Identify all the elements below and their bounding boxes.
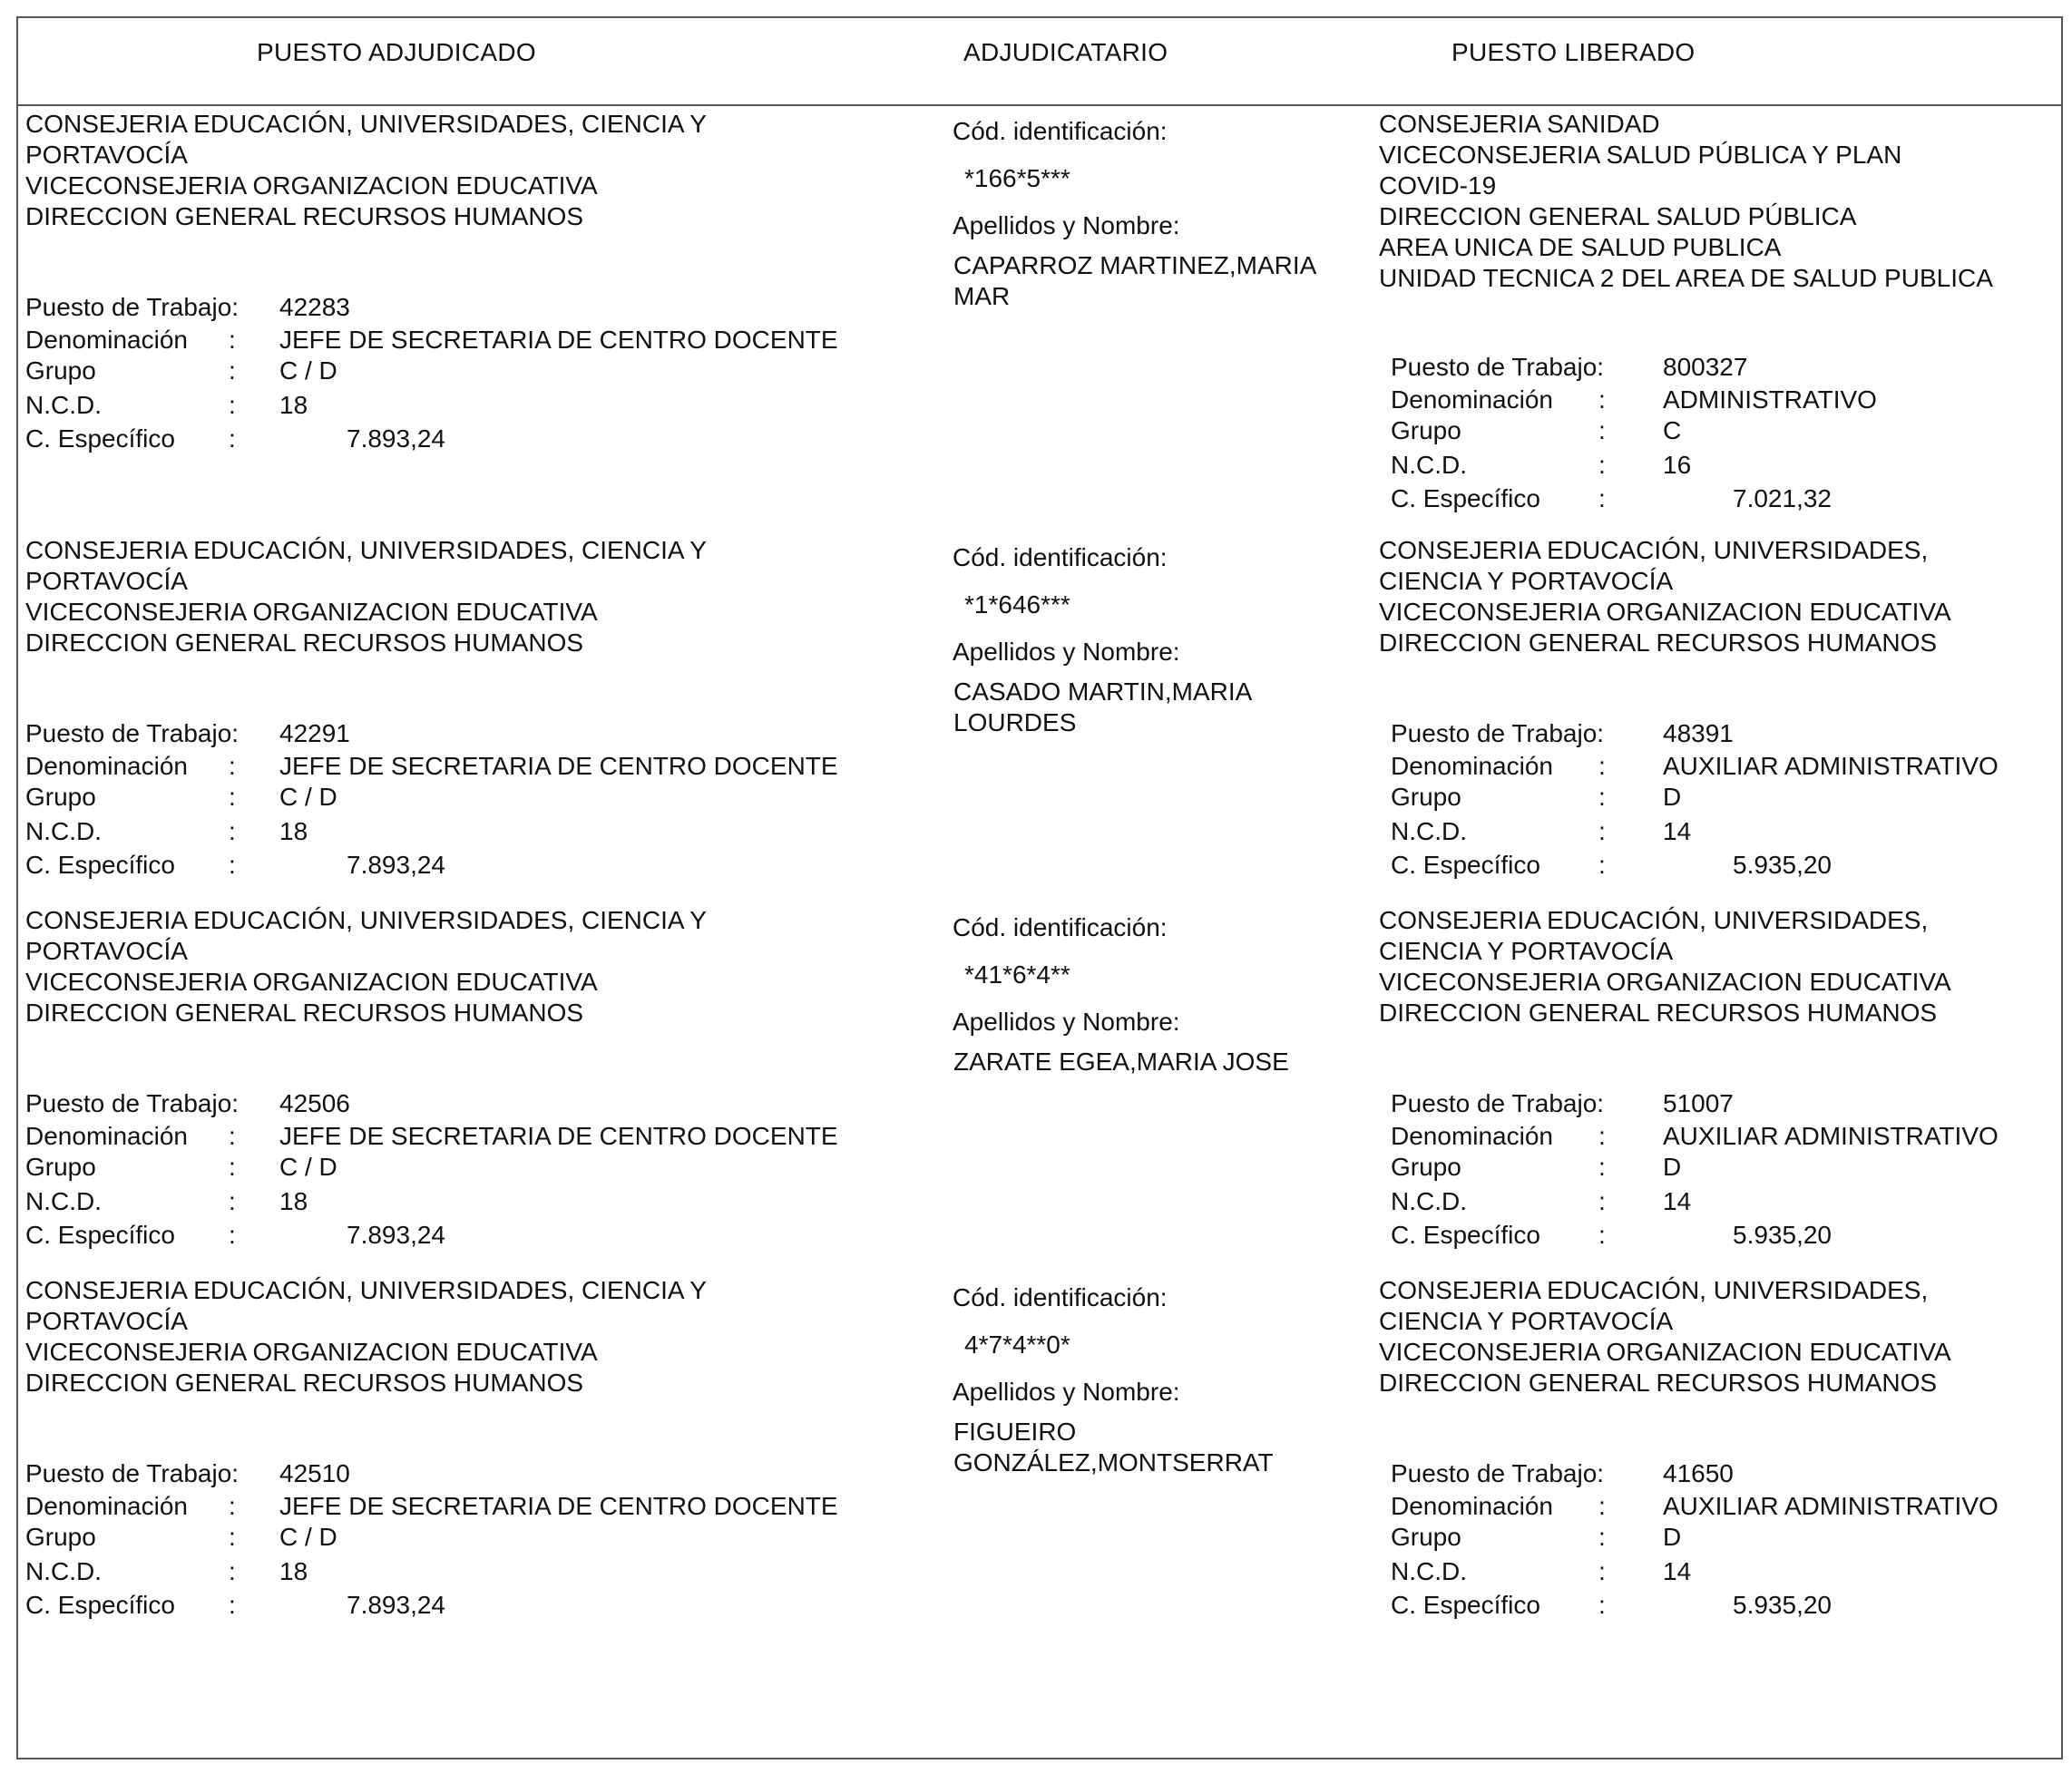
header-puesto-adjudicado: PUESTO ADJUDICADO xyxy=(257,38,536,66)
adjudicado-cesp-value: 7.893,24 xyxy=(347,424,445,453)
liberado-grupo-label: Grupo xyxy=(1391,416,1461,444)
cod-identificacion-label: Cód. identificación: xyxy=(953,117,1168,145)
org-line: CONSEJERIA EDUCACIÓN, UNIVERSIDADES, CIENCIA Y xyxy=(25,1276,707,1304)
org-line: CIENCIA Y PORTAVOCÍA xyxy=(1379,937,1674,965)
liberado-organization xyxy=(1379,905,1951,1028)
adjudicado-organization xyxy=(25,905,707,1028)
adjudicado-denominacion-value: JEFE DE SECRETARIA DE CENTRO DOCENTE xyxy=(279,1492,838,1520)
liberado-puesto-label: Puesto de Trabajo: xyxy=(1391,719,1605,747)
liberado-puesto-label: Puesto de Trabajo: xyxy=(1391,1459,1605,1487)
liberado-puesto-label: Puesto de Trabajo: xyxy=(1391,353,1605,381)
liberado-grupo-value: D xyxy=(1663,1523,1682,1551)
colon: : xyxy=(1598,783,1606,811)
liberado-cesp-value: 7.021,32 xyxy=(1733,484,1832,512)
name-line: MAR xyxy=(953,282,1011,310)
colon: : xyxy=(229,1557,236,1585)
org-line: AREA UNICA DE SALUD PUBLICA xyxy=(1379,233,1782,261)
org-line: DIRECCION GENERAL SALUD PÚBLICA xyxy=(1379,202,1857,230)
colon: : xyxy=(1598,851,1606,879)
org-line: VICECONSEJERIA ORGANIZACION EDUCATIVA xyxy=(1379,968,1951,996)
colon: : xyxy=(229,356,236,385)
adjudicado-grupo-label: Grupo xyxy=(25,783,96,811)
colon: : xyxy=(229,851,236,879)
adjudicado-cesp-label: C. Específico xyxy=(25,851,175,879)
colon: : xyxy=(229,424,236,453)
colon: : xyxy=(1598,1122,1606,1150)
colon: : xyxy=(229,1591,236,1619)
liberado-grupo-label: Grupo xyxy=(1391,1523,1461,1551)
colon: : xyxy=(229,1187,236,1215)
org-line: PORTAVOCÍA xyxy=(25,1307,188,1335)
adjudicado-ncd-label: N.C.D. xyxy=(25,1557,102,1585)
liberado-puesto-value: 41650 xyxy=(1663,1459,1734,1487)
org-line: CIENCIA Y PORTAVOCÍA xyxy=(1379,1307,1674,1335)
adjudicado-denominacion-label: Denominación xyxy=(25,326,188,354)
cod-identificacion-label: Cód. identificación: xyxy=(953,913,1168,941)
liberado-denominacion-label: Denominación xyxy=(1391,1492,1553,1520)
colon: : xyxy=(229,1153,236,1181)
colon: : xyxy=(1598,817,1606,845)
apellidos-nombre-value xyxy=(953,250,1316,312)
org-line: VICECONSEJERIA ORGANIZACION EDUCATIVA xyxy=(25,598,598,626)
adjudicado-denominacion-value: JEFE DE SECRETARIA DE CENTRO DOCENTE xyxy=(279,752,838,780)
apellidos-nombre-label: Apellidos y Nombre: xyxy=(953,211,1180,239)
adjudicado-grupo-value: C / D xyxy=(279,783,337,811)
org-line: CONSEJERIA SANIDAD xyxy=(1379,110,1660,138)
org-line: VICECONSEJERIA ORGANIZACION EDUCATIVA xyxy=(25,1338,598,1366)
colon: : xyxy=(1598,1591,1606,1619)
adjudicado-ncd-value: 18 xyxy=(279,1557,308,1585)
adjudicado-denominacion-value: JEFE DE SECRETARIA DE CENTRO DOCENTE xyxy=(279,326,838,354)
liberado-ncd-value: 16 xyxy=(1663,451,1692,479)
adjudicado-ncd-label: N.C.D. xyxy=(25,817,102,845)
name-line: ZARATE EGEA,MARIA JOSE xyxy=(953,1048,1289,1076)
colon: : xyxy=(229,1122,236,1150)
adjudicado-grupo-value: C / D xyxy=(279,1523,337,1551)
liberado-organization xyxy=(1379,109,1993,294)
org-line: VICECONSEJERIA SALUD PÚBLICA Y PLAN xyxy=(1379,141,1902,169)
adjudicado-cesp-label: C. Específico xyxy=(25,424,175,453)
liberado-ncd-value: 14 xyxy=(1663,1557,1692,1585)
liberado-cesp-value: 5.935,20 xyxy=(1733,1591,1832,1619)
org-line: CONSEJERIA EDUCACIÓN, UNIVERSIDADES, CIENCIA Y xyxy=(25,906,707,934)
adjudicado-grupo-value: C / D xyxy=(279,356,337,385)
liberado-denominacion-value: ADMINISTRATIVO xyxy=(1663,385,1877,414)
org-line: DIRECCION GENERAL RECURSOS HUMANOS xyxy=(1379,1369,1938,1397)
liberado-organization xyxy=(1379,535,1951,658)
colon: : xyxy=(1598,1492,1606,1520)
colon: : xyxy=(229,752,236,780)
adjudicado-puesto-value: 42283 xyxy=(279,293,350,321)
liberado-puesto-value: 48391 xyxy=(1663,719,1734,747)
cod-identificacion-value: *41*6*4** xyxy=(964,960,1070,989)
adjudicado-puesto-label: Puesto de Trabajo: xyxy=(25,719,239,747)
org-line: COVID-19 xyxy=(1379,171,1497,200)
org-line: PORTAVOCÍA xyxy=(25,567,188,595)
colon: : xyxy=(229,326,236,354)
adjudicado-puesto-label: Puesto de Trabajo: xyxy=(25,1089,239,1117)
adjudicado-denominacion-label: Denominación xyxy=(25,1492,188,1520)
org-line: UNIDAD TECNICA 2 DEL AREA DE SALUD PUBLICA xyxy=(1379,264,1993,292)
apellidos-nombre-label: Apellidos y Nombre: xyxy=(953,1378,1180,1406)
apellidos-nombre-value xyxy=(953,1417,1274,1478)
colon: : xyxy=(1598,451,1606,479)
colon: : xyxy=(1598,1221,1606,1249)
liberado-denominacion-label: Denominación xyxy=(1391,1122,1553,1150)
org-line: DIRECCION GENERAL RECURSOS HUMANOS xyxy=(1379,999,1938,1027)
liberado-cesp-label: C. Específico xyxy=(1391,1591,1540,1619)
org-line: VICECONSEJERIA ORGANIZACION EDUCATIVA xyxy=(25,968,598,996)
name-line: FIGUEIRO xyxy=(953,1418,1077,1446)
org-line: DIRECCION GENERAL RECURSOS HUMANOS xyxy=(25,202,584,230)
table-header xyxy=(18,18,2061,106)
apellidos-nombre-value xyxy=(953,677,1252,738)
name-line: GONZÁLEZ,MONTSERRAT xyxy=(953,1448,1274,1477)
adjudicado-puesto-value: 42506 xyxy=(279,1089,350,1117)
liberado-cesp-label: C. Específico xyxy=(1391,484,1540,512)
liberado-grupo-value: C xyxy=(1663,416,1682,444)
apellidos-nombre-value xyxy=(953,1047,1289,1077)
adjudicado-cesp-label: C. Específico xyxy=(25,1221,175,1249)
adjudicado-organization xyxy=(25,535,707,658)
adjudicado-puesto-label: Puesto de Trabajo: xyxy=(25,1459,239,1487)
liberado-ncd-label: N.C.D. xyxy=(1391,1557,1467,1585)
liberado-grupo-label: Grupo xyxy=(1391,783,1461,811)
cod-identificacion-value: *1*646*** xyxy=(964,590,1070,619)
liberado-denominacion-value: AUXILIAR ADMINISTRATIVO xyxy=(1663,1122,1999,1150)
adjudicado-puesto-label: Puesto de Trabajo: xyxy=(25,293,239,321)
liberado-cesp-value: 5.935,20 xyxy=(1733,1221,1832,1249)
adjudicado-organization xyxy=(25,1275,707,1399)
adjudicado-grupo-label: Grupo xyxy=(25,356,96,385)
org-line: CONSEJERIA EDUCACIÓN, UNIVERSIDADES, CIENCIA Y xyxy=(25,536,707,564)
adjudicado-denominacion-label: Denominación xyxy=(25,1122,188,1150)
liberado-organization xyxy=(1379,1275,1951,1399)
liberado-ncd-value: 14 xyxy=(1663,1187,1692,1215)
adjudicado-denominacion-value: JEFE DE SECRETARIA DE CENTRO DOCENTE xyxy=(279,1122,838,1150)
colon: : xyxy=(1598,1187,1606,1215)
org-line: CONSEJERIA EDUCACIÓN, UNIVERSIDADES, xyxy=(1379,906,1929,934)
adjudicado-grupo-label: Grupo xyxy=(25,1523,96,1551)
org-line: VICECONSEJERIA ORGANIZACION EDUCATIVA xyxy=(1379,1338,1951,1366)
liberado-cesp-value: 5.935,20 xyxy=(1733,851,1832,879)
header-puesto-liberado: PUESTO LIBERADO xyxy=(1451,38,1696,66)
org-line: VICECONSEJERIA ORGANIZACION EDUCATIVA xyxy=(1379,598,1951,626)
colon: : xyxy=(1598,484,1606,512)
liberado-denominacion-value: AUXILIAR ADMINISTRATIVO xyxy=(1663,1492,1999,1520)
liberado-grupo-label: Grupo xyxy=(1391,1153,1461,1181)
liberado-puesto-label: Puesto de Trabajo: xyxy=(1391,1089,1605,1117)
org-line: PORTAVOCÍA xyxy=(25,937,188,965)
colon: : xyxy=(229,783,236,811)
name-line: LOURDES xyxy=(953,708,1077,736)
adjudicado-cesp-value: 7.893,24 xyxy=(347,1221,445,1249)
colon: : xyxy=(1598,1153,1606,1181)
liberado-denominacion-label: Denominación xyxy=(1391,752,1553,780)
name-line: CASADO MARTIN,MARIA xyxy=(953,677,1253,706)
org-line: DIRECCION GENERAL RECURSOS HUMANOS xyxy=(25,1369,584,1397)
liberado-ncd-label: N.C.D. xyxy=(1391,817,1467,845)
org-line: DIRECCION GENERAL RECURSOS HUMANOS xyxy=(25,999,584,1027)
cod-identificacion-label: Cód. identificación: xyxy=(953,1283,1168,1311)
header-adjudicatario: ADJUDICATARIO xyxy=(963,38,1168,66)
adjudicado-puesto-value: 42510 xyxy=(279,1459,350,1487)
liberado-denominacion-label: Denominación xyxy=(1391,385,1553,414)
org-line: PORTAVOCÍA xyxy=(25,141,188,169)
org-line: CONSEJERIA EDUCACIÓN, UNIVERSIDADES, xyxy=(1379,536,1929,564)
adjudicado-grupo-label: Grupo xyxy=(25,1153,96,1181)
org-line: DIRECCION GENERAL RECURSOS HUMANOS xyxy=(1379,629,1938,657)
adjudicado-cesp-value: 7.893,24 xyxy=(347,851,445,879)
liberado-cesp-label: C. Específico xyxy=(1391,851,1540,879)
adjudicado-ncd-value: 18 xyxy=(279,391,308,419)
liberado-denominacion-value: AUXILIAR ADMINISTRATIVO xyxy=(1663,752,1999,780)
liberado-ncd-label: N.C.D. xyxy=(1391,451,1467,479)
colon: : xyxy=(1598,385,1606,414)
adjudicado-denominacion-label: Denominación xyxy=(25,752,188,780)
adjudicado-puesto-value: 42291 xyxy=(279,719,350,747)
cod-identificacion-value: 4*7*4**0* xyxy=(964,1330,1070,1359)
colon: : xyxy=(1598,1557,1606,1585)
org-line: CONSEJERIA EDUCACIÓN, UNIVERSIDADES, CIENCIA Y xyxy=(25,110,707,138)
liberado-grupo-value: D xyxy=(1663,1153,1682,1181)
colon: : xyxy=(229,1523,236,1551)
colon: : xyxy=(1598,416,1606,444)
apellidos-nombre-label: Apellidos y Nombre: xyxy=(953,638,1180,666)
adjudicado-organization xyxy=(25,109,707,232)
colon: : xyxy=(229,1221,236,1249)
org-line: VICECONSEJERIA ORGANIZACION EDUCATIVA xyxy=(25,171,598,200)
colon: : xyxy=(1598,752,1606,780)
adjudicado-grupo-value: C / D xyxy=(279,1153,337,1181)
liberado-ncd-value: 14 xyxy=(1663,817,1692,845)
colon: : xyxy=(1598,1523,1606,1551)
liberado-puesto-value: 800327 xyxy=(1663,353,1748,381)
cod-identificacion-label: Cód. identificación: xyxy=(953,543,1168,571)
colon: : xyxy=(229,817,236,845)
liberado-cesp-label: C. Específico xyxy=(1391,1221,1540,1249)
org-line: DIRECCION GENERAL RECURSOS HUMANOS xyxy=(25,629,584,657)
colon: : xyxy=(229,1492,236,1520)
liberado-ncd-label: N.C.D. xyxy=(1391,1187,1467,1215)
name-line: CAPARROZ MARTINEZ,MARIA xyxy=(953,251,1317,279)
adjudicado-ncd-label: N.C.D. xyxy=(25,391,102,419)
org-line: CIENCIA Y PORTAVOCÍA xyxy=(1379,567,1674,595)
colon: : xyxy=(229,391,236,419)
adjudicado-ncd-value: 18 xyxy=(279,817,308,845)
apellidos-nombre-label: Apellidos y Nombre: xyxy=(953,1008,1180,1036)
adjudicado-cesp-label: C. Específico xyxy=(25,1591,175,1619)
adjudicado-ncd-value: 18 xyxy=(279,1187,308,1215)
adjudicado-ncd-label: N.C.D. xyxy=(25,1187,102,1215)
cod-identificacion-value: *166*5*** xyxy=(964,164,1070,192)
liberado-grupo-value: D xyxy=(1663,783,1682,811)
org-line: CONSEJERIA EDUCACIÓN, UNIVERSIDADES, xyxy=(1379,1276,1929,1304)
liberado-puesto-value: 51007 xyxy=(1663,1089,1734,1117)
adjudicado-cesp-value: 7.893,24 xyxy=(347,1591,445,1619)
